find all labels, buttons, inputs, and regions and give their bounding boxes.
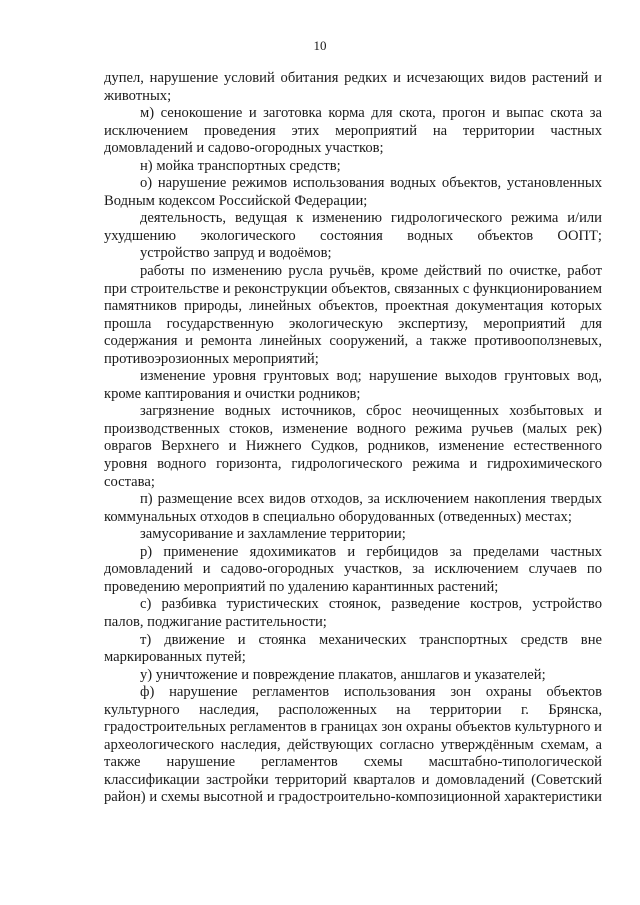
paragraph: о) нарушение режимов использования водных объектов, установленных Водным кодексом Российской Федерации; [104,175,602,209]
paragraph: п) размещение всех видов отходов, за исключением накопления твердых коммунальных отходов в специально оборудованных (отведенных) местах; [104,491,602,525]
paragraph: р) применение ядохимикатов и гербицидов за пределами частных домовладений и садово-огородных участков, за исключением случаев по проведению мероприятий по удалению карантинных растений; [104,543,602,595]
document-body [104,70,602,807]
paragraph: замусоривание и захламление территории; [140,526,406,543]
paragraph: изменение уровня грунтовых вод; нарушение выходов грунтовых вод, кроме каптирования и очистки родников; [104,368,602,402]
paragraph: у) уничтожение и повреждение плакатов, аншлагов и указателей; [140,666,546,683]
paragraph: устройство запруд и водоёмов; [140,245,332,262]
page-number: 10 [313,38,327,53]
paragraph: т) движение и стоянка механических транспортных средств вне маркированных путей; [104,631,602,666]
paragraph: работы по изменению русла ручьёв, кроме действий по очистке, работ при строительстве и реконструкции объектов, связанных с функционированием памятников природы, линейных объектов, проектная документация которых прошла государственную экологическую экспертизу, мероприятий для содержания и ремонта линейных сооружений, а также противооползневых, противоэрозионных мероприятий; [104,263,602,367]
paragraph: н) мойка транспортных средств; [140,157,341,174]
paragraph: ф) нарушение регламентов использования зон охраны объектов культурного наследия, расположенных на территории г. Брянска, градостроительных регламентов в границах зон охраны объектов культурного и археологического наследия, действующих согласно утверждённым схемам, а также нарушение регламентов схемы масштабно-типологической классификации застройки территорий кварталов и домовладений (Советский район) и схемы высотной и градостроительно-композиционной характеристики [104,684,602,806]
paragraph: деятельность, ведущая к изменению гидрологического режима и/или ухудшению экологического состояния водных объектов ООПТ; [104,210,602,244]
paragraph: с) разбивка туристических стоянок, разведение костров, устройство палов, поджигание растительности; [104,596,602,630]
paragraph: дупел, нарушение условий обитания редких и исчезающих видов растений и животных; [104,70,602,104]
paragraph: м) сенокошение и заготовка корма для скота, прогон и выпас скота за исключением проведения этих мероприятий на территории частных домовладений и садово-огородных участков; [104,105,602,157]
paragraph: загрязнение водных источников, сброс неочищенных хозбытовых и производственных стоков, изменение водного режима ручьев (малых рек) оврагов Верхнего и Нижнего Судков, родников, изменение естественного уровня водного горизонта, гидрологического режима и гидрохимического состава; [104,403,602,490]
